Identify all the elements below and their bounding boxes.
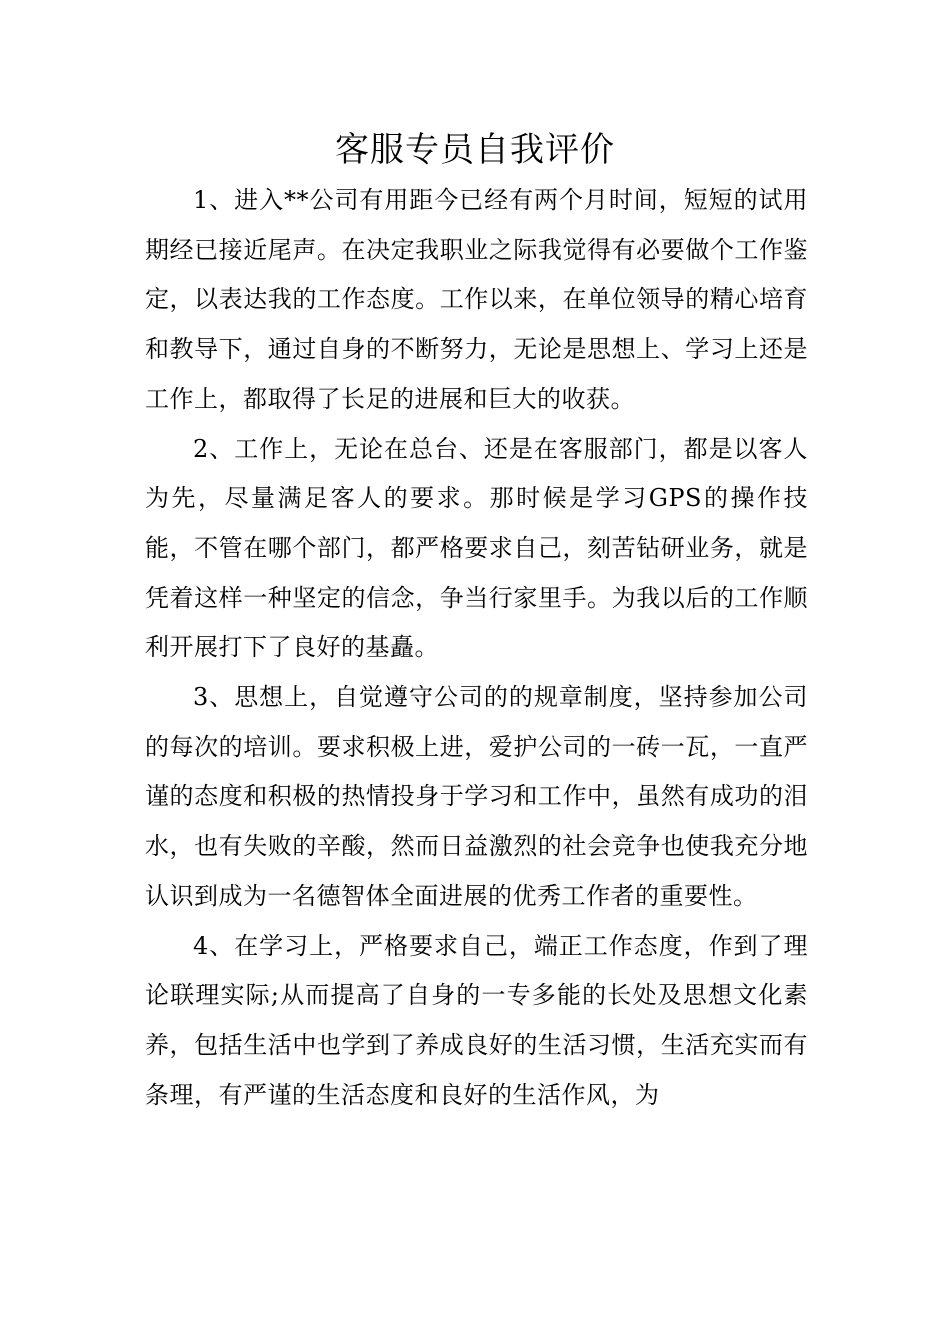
paragraph-2: 2、工作上，无论在总台、还是在客服部门，都是以客人为先，尽量满足客人的要求。那时候是学习GPS的操作技能，不管在哪个部门，都严格要求自己，刻苦钻研业务，就是凭着这样一种坚定的信念，争当行家里手。为我以后的工作顺利开展打下了良好的基矗。 <box>145 434 808 662</box>
paragraph-4: 4、在学习上，严格要求自己，端正工作态度，作到了理论联理实际;从而提高了自身的一专多能的长处及思想文化素养，包括生活中也学到了养成良好的生活习惯，生活充实而有条理，有严谨的生活态度和良好的生活作风，为 <box>145 931 808 1109</box>
document-title: 客服专员自我评价 <box>335 130 615 170</box>
document-body <box>145 176 808 1120</box>
paragraph-3: 3、思想上，自觉遵守公司的的规章制度，坚持参加公司的每次的培训。要求积极上进，爱护公司的一砖一瓦，一直严谨的态度和积极的热情投身于学习和工作中，虽然有成功的泪水，也有失败的辛酸，然而日益激烈的社会竞争也使我充分地认识到成为一名德智体全面进展的优秀工作者的重要性。 <box>145 683 808 910</box>
paragraph-1: 1、进入**公司有用距今已经有两个月时间，短短的试用期经已接近尾声。在决定我职业之际我觉得有必要做个工作鉴定，以表达我的工作态度。工作以来，在单位领导的精心培育和教导下，通过自身的不断努力，无论是思想上、学习上还是工作上，都取得了长足的进展和巨大的收获。 <box>145 186 808 413</box>
